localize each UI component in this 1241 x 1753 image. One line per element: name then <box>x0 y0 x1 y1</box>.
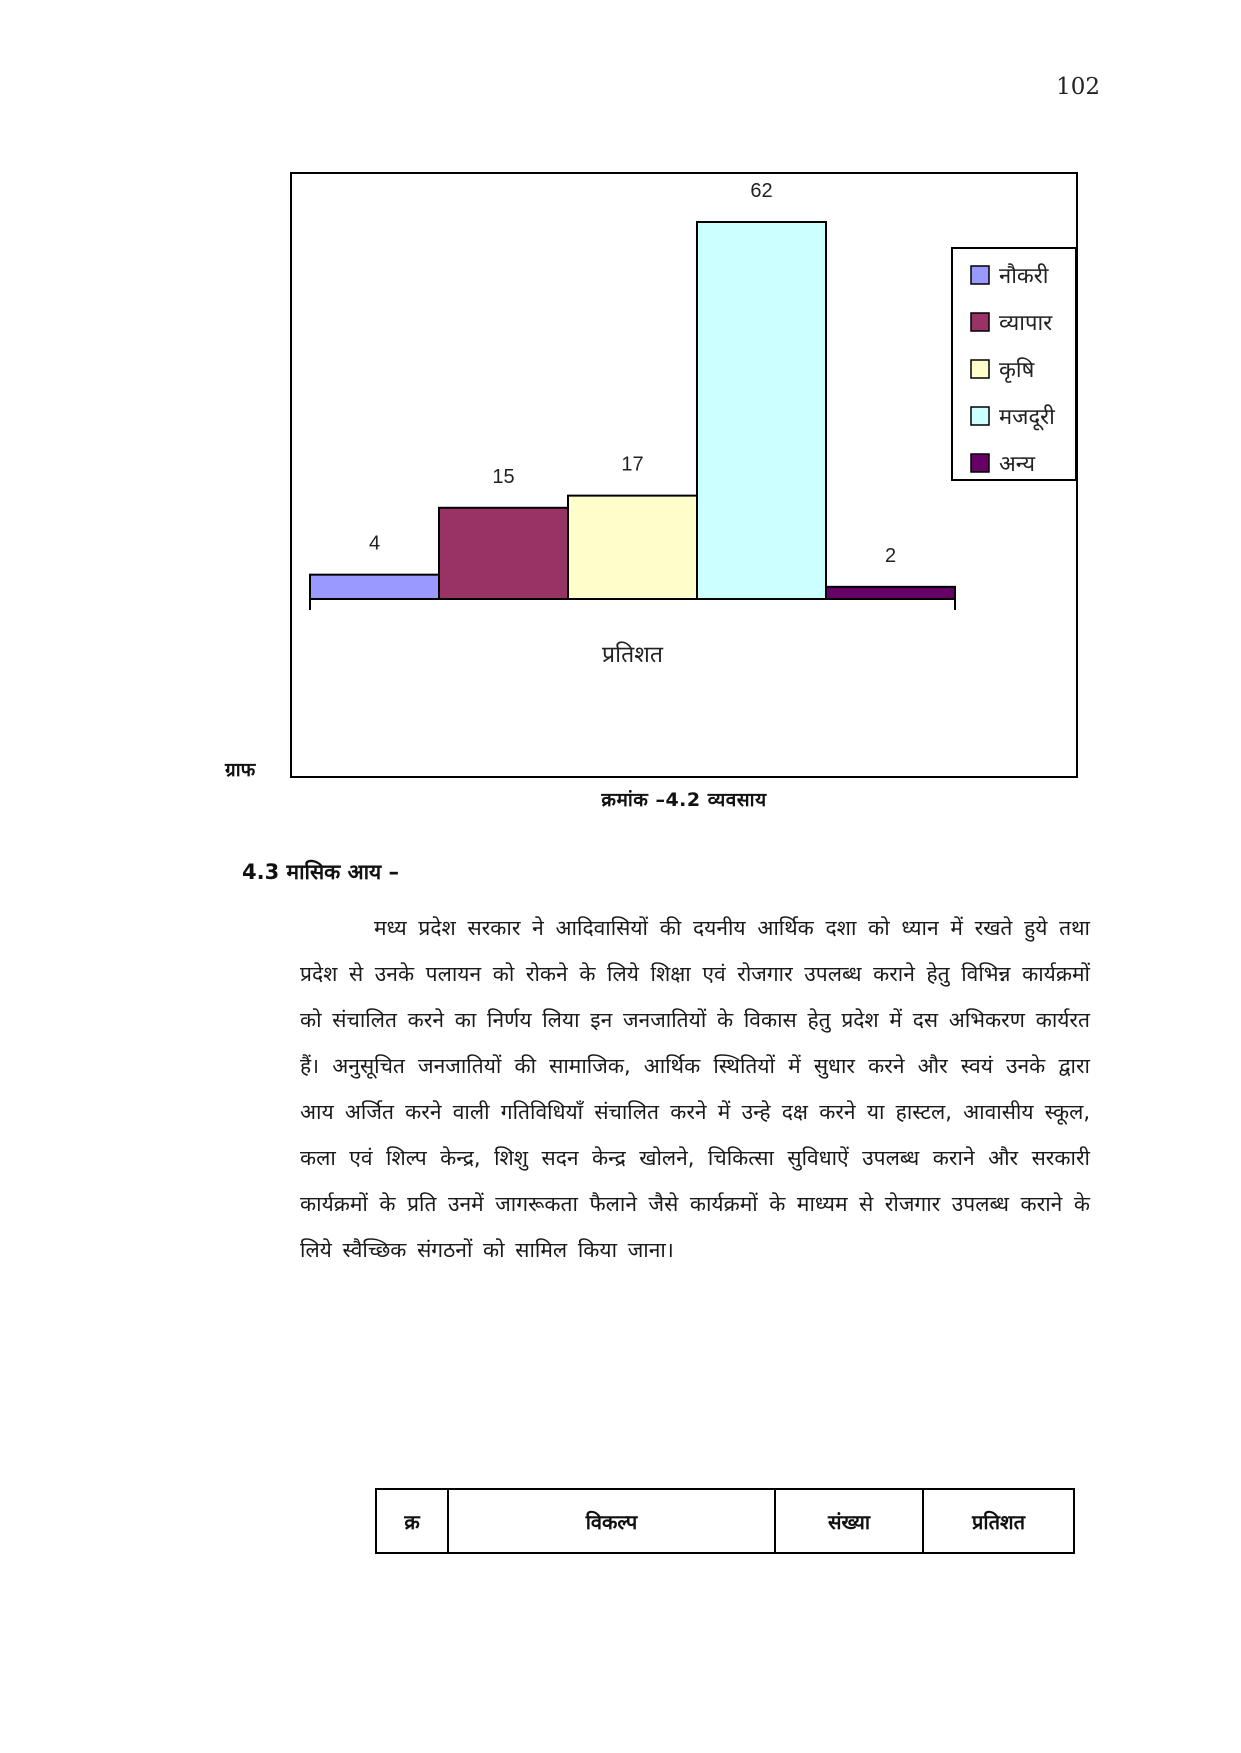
figure-caption: क्रमांक –4.2 व्यवसाय <box>601 789 767 811</box>
chart-bar <box>310 575 439 599</box>
table-header-percent: प्रतिशत <box>923 1489 1074 1553</box>
chart-data-label: 2 <box>884 544 897 567</box>
body-paragraph: मध्य प्रदेश सरकार ने आदिवासियों की दयनीय आर्थिक दशा को ध्यान में रखते हुये तथा प्रदेश से उनके पलायन को रोकने के लिये शिक्षा एवं रोजगार उपलब्ध कराने हेतु विभिन्न कार्यक्रमों को संचालित करने का निर्णय लिया इन जनजातियों के विकास हेतु प्रदेश में दस अभिकरण कार्यरत हैं। अनुसूचित जनजातियों की सामाजिक, आर्थिक स्थितियों में सुधार करने और स्वयं उनके द्वारा आय अर्जित करने वाली गतिविधियाँ संचालित करने में उन्हे दक्ष करने या हास्टल, आवासीय स्कूल, कला एवं शिल्प केन्द्र, शिशु सदन केन्द्र खोलने, चिकित्सा सुविधाऐं उपलब्ध कराने और सरकारी कार्यक्रमों के प्रति उनमें जागरूकता फैलाने जैसे कार्यक्रमों के माध्यम से रोजगार उपलब्ध कराने के लिये स्वैच्छिक संगठनों को सामिल किया जाना। <box>300 916 1090 1262</box>
legend-swatch <box>971 360 989 378</box>
table-header-serial: क्र <box>376 1489 448 1553</box>
legend-label: अन्य <box>999 452 1036 477</box>
table-header-option: विकल्प <box>448 1489 775 1553</box>
chart-bar <box>697 222 826 599</box>
chart-bar <box>568 496 697 599</box>
bar-chart <box>292 174 1076 776</box>
legend-swatch <box>971 454 989 472</box>
chart-bar <box>826 587 955 599</box>
graph-side-label: ग्राफ <box>225 759 256 781</box>
chart-data-label: 4 <box>368 532 381 555</box>
legend-label: मजदूरी <box>999 405 1055 430</box>
legend-label: कृषि <box>999 358 1035 383</box>
legend-label: व्यापार <box>999 311 1053 336</box>
section-heading: 4.3 मासिक आय – <box>242 860 400 884</box>
x-axis-label: प्रतिशत <box>602 642 663 668</box>
table-header-row <box>376 1489 1074 1553</box>
chart-frame <box>290 172 1078 778</box>
chart-data-label: 15 <box>492 465 515 488</box>
legend-swatch <box>971 266 989 284</box>
legend-swatch <box>971 313 989 331</box>
legend-label: नौकरी <box>999 264 1049 289</box>
chart-data-label: 17 <box>621 453 644 476</box>
legend-swatch <box>971 407 989 425</box>
chart-data-label: 62 <box>750 180 773 202</box>
chart-bar <box>439 508 568 599</box>
data-table <box>375 1488 1075 1554</box>
page-number: 102 <box>1056 74 1100 100</box>
table-header-count: संख्या <box>775 1489 923 1553</box>
